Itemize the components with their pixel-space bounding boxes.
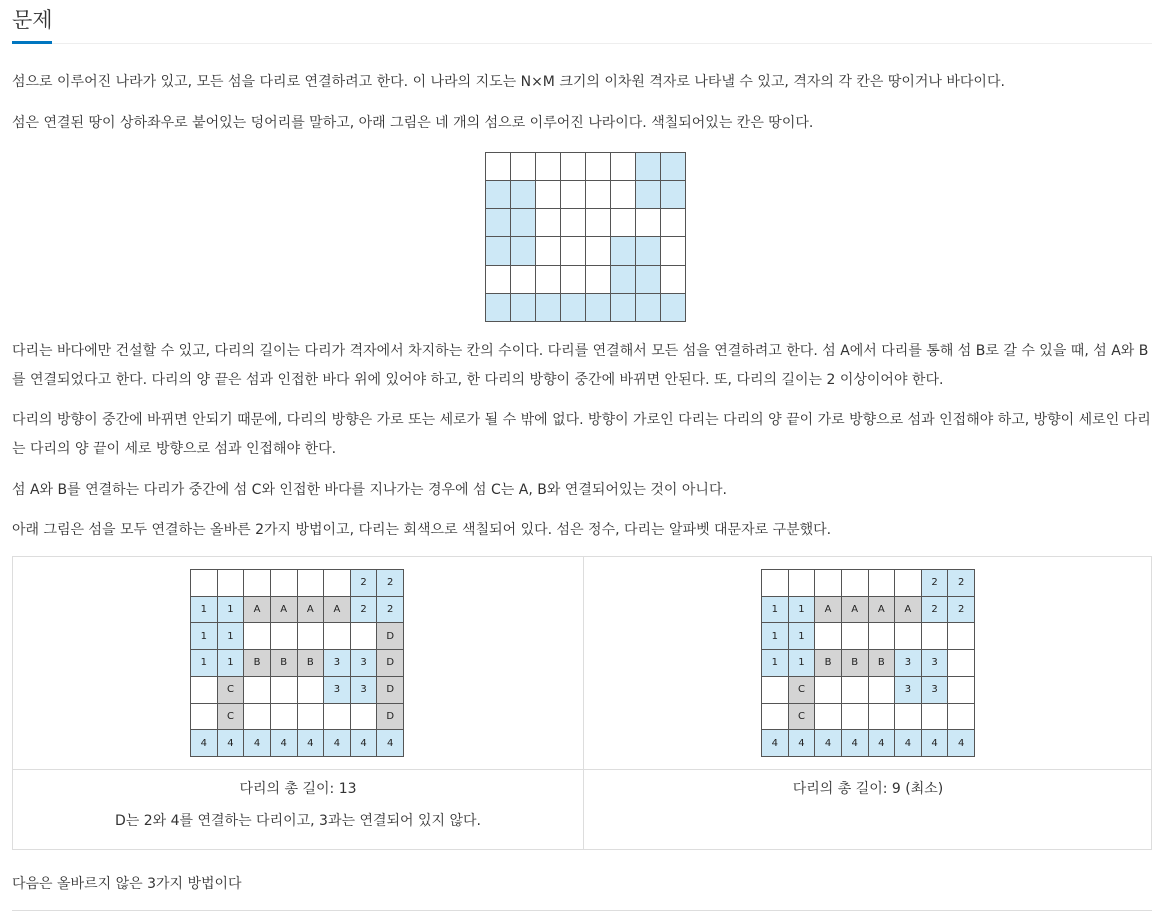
- grid-row: [486, 181, 686, 209]
- land-cell: [636, 265, 661, 293]
- island-cell: 3: [921, 650, 948, 677]
- sea-cell: [586, 209, 611, 237]
- bridge-cell: B: [297, 650, 324, 677]
- sea-cell: [536, 265, 561, 293]
- island-cell: 1: [762, 650, 789, 677]
- sea-cell: [948, 650, 975, 677]
- bridge-cell: A: [244, 596, 271, 623]
- bridge-cell: A: [297, 596, 324, 623]
- sea-cell: [895, 570, 922, 597]
- land-cell: [486, 293, 511, 321]
- bridge-cell: B: [270, 650, 297, 677]
- island-cell: 3: [895, 676, 922, 703]
- sea-cell: [841, 703, 868, 730]
- island-cell: 3: [350, 650, 377, 677]
- sea-cell: [921, 703, 948, 730]
- grid-row: [486, 153, 686, 181]
- land-cell: [661, 153, 686, 181]
- sea-cell: [191, 570, 218, 597]
- sea-cell: [815, 623, 842, 650]
- paragraph-6: 아래 그림은 섬을 모두 연결하는 올바른 2가지 방법이고, 다리는 회색으로 색칠되어 있다. 섬은 정수, 다리는 알파벳 대문자로 구분했다.: [12, 522, 832, 538]
- solution-2-grid: [761, 569, 975, 757]
- island-cell: 1: [191, 623, 218, 650]
- bridge-cell: D: [377, 676, 404, 703]
- sea-cell: [244, 570, 271, 597]
- grid-row: [762, 676, 975, 703]
- island-cell: 2: [948, 596, 975, 623]
- bridge-cell: C: [217, 676, 244, 703]
- next-table-edge: [12, 910, 1152, 914]
- sea-cell: [536, 237, 561, 265]
- island-cell: 1: [788, 623, 815, 650]
- island-cell: 3: [921, 676, 948, 703]
- sea-cell: [762, 703, 789, 730]
- sea-cell: [948, 676, 975, 703]
- island-cell: 4: [297, 730, 324, 757]
- sea-cell: [486, 265, 511, 293]
- sea-cell: [762, 570, 789, 597]
- grid-row: [762, 596, 975, 623]
- sea-cell: [611, 181, 636, 209]
- sea-cell: [841, 676, 868, 703]
- island-cell: 2: [948, 570, 975, 597]
- island-cell: 4: [244, 730, 271, 757]
- grid-row: [762, 730, 975, 757]
- sea-cell: [586, 265, 611, 293]
- sea-cell: [270, 703, 297, 730]
- sea-cell: [244, 703, 271, 730]
- sea-cell: [868, 676, 895, 703]
- island-cell: 4: [350, 730, 377, 757]
- sea-cell: [948, 623, 975, 650]
- bridge-cell: B: [815, 650, 842, 677]
- island-cell: 1: [191, 650, 218, 677]
- bridge-cell: D: [377, 623, 404, 650]
- grid-row: [191, 703, 404, 730]
- paragraph-1: 섬으로 이루어진 나라가 있고, 모든 섬을 다리로 연결하려고 한다. 이 나라의 지도는 N×M 크기의 이차원 격자로 나타낼 수 있고, 격자의 각 칸은 땅이거나 바다이다.: [12, 74, 1005, 90]
- land-cell: [511, 293, 536, 321]
- land-cell: [611, 237, 636, 265]
- sea-cell: [297, 570, 324, 597]
- sea-cell: [561, 153, 586, 181]
- bridge-cell: C: [788, 703, 815, 730]
- page-title: 문제: [12, 8, 53, 32]
- sea-cell: [948, 703, 975, 730]
- sea-cell: [217, 570, 244, 597]
- bridge-cell: B: [868, 650, 895, 677]
- island-cell: 2: [350, 570, 377, 597]
- sea-cell: [868, 570, 895, 597]
- land-cell: [636, 237, 661, 265]
- island-cell: 4: [895, 730, 922, 757]
- sea-cell: [536, 181, 561, 209]
- sea-cell: [661, 209, 686, 237]
- island-cell: 4: [377, 730, 404, 757]
- grid-row: [486, 209, 686, 237]
- sea-cell: [868, 623, 895, 650]
- sea-cell: [486, 153, 511, 181]
- sea-cell: [895, 703, 922, 730]
- sea-cell: [297, 676, 324, 703]
- sea-cell: [921, 623, 948, 650]
- paragraph-3: 다리는 바다에만 건설할 수 있고, 다리의 길이는 다리가 격자에서 차지하는 칸의 수이다. 다리를 연결해서 모든 섬을 연결하려고 한다. 섬 A에서 다리를 통해 섬 B로 갈 수 있을 때, 섬 A와 B를 연결되었다고 한다. 다리의 양 끝은 섬과 인접한 바다 위에 있어야 하고, 한 다리의 방향이 중간에 바뀌면 안된다. 또, 다리의 길이는 2 이상이어야 한다.: [12, 343, 1149, 388]
- grid-row: [486, 293, 686, 321]
- sea-cell: [762, 676, 789, 703]
- sea-cell: [324, 703, 351, 730]
- bridge-cell: D: [377, 703, 404, 730]
- island-cell: 2: [377, 596, 404, 623]
- solution-1-grid: [190, 569, 404, 757]
- island-map-grid: [485, 152, 686, 322]
- land-cell: [636, 293, 661, 321]
- island-cell: 2: [377, 570, 404, 597]
- paragraph-7: 다음은 올바르지 않은 3가지 방법이다: [12, 876, 242, 892]
- island-cell: 1: [217, 650, 244, 677]
- island-cell: 4: [921, 730, 948, 757]
- sea-cell: [536, 153, 561, 181]
- island-cell: 1: [217, 623, 244, 650]
- sea-cell: [841, 570, 868, 597]
- grid-row: [762, 623, 975, 650]
- island-cell: 4: [868, 730, 895, 757]
- bridge-cell: C: [217, 703, 244, 730]
- land-cell: [661, 181, 686, 209]
- island-cell: 2: [921, 596, 948, 623]
- table-divider: [13, 769, 1151, 770]
- paragraph-2: 섬은 연결된 땅이 상하좌우로 붙어있는 덩어리를 말하고, 아래 그림은 네 개의 섬으로 이루어진 나라이다. 색칠되어있는 칸은 땅이다.: [12, 115, 814, 131]
- sea-cell: [815, 703, 842, 730]
- land-cell: [636, 181, 661, 209]
- problem-header: [12, 0, 1152, 44]
- island-cell: 4: [788, 730, 815, 757]
- sea-cell: [586, 153, 611, 181]
- island-cell: 4: [815, 730, 842, 757]
- bridge-cell: B: [841, 650, 868, 677]
- sea-cell: [511, 265, 536, 293]
- bridge-cell: A: [868, 596, 895, 623]
- island-cell: 1: [191, 596, 218, 623]
- land-cell: [611, 265, 636, 293]
- land-cell: [561, 293, 586, 321]
- bridge-cell: A: [841, 596, 868, 623]
- island-cell: 4: [948, 730, 975, 757]
- land-cell: [611, 293, 636, 321]
- sea-cell: [841, 623, 868, 650]
- island-cell: 1: [217, 596, 244, 623]
- island-cell: 3: [324, 650, 351, 677]
- grid-row: [486, 265, 686, 293]
- sea-cell: [511, 153, 536, 181]
- sea-cell: [661, 265, 686, 293]
- land-cell: [536, 293, 561, 321]
- sea-cell: [191, 703, 218, 730]
- sea-cell: [324, 570, 351, 597]
- sea-cell: [636, 209, 661, 237]
- grid-row: [191, 650, 404, 677]
- solutions-table: [12, 556, 1152, 850]
- land-cell: [511, 209, 536, 237]
- sea-cell: [297, 703, 324, 730]
- sea-cell: [561, 237, 586, 265]
- sea-cell: [324, 623, 351, 650]
- sea-cell: [788, 570, 815, 597]
- sea-cell: [611, 153, 636, 181]
- island-cell: 4: [270, 730, 297, 757]
- land-cell: [511, 181, 536, 209]
- island-cell: 1: [788, 650, 815, 677]
- paragraph-4: 다리의 방향이 중간에 바뀌면 안되기 때문에, 다리의 방향은 가로 또는 세로가 될 수 밖에 없다. 방향이 가로인 다리는 다리의 양 끝이 가로 방향으로 섬과 인접해야 하고, 방향이 세로인 다리는 다리의 양 끝이 세로 방향으로 섬과 인접해야 한다.: [12, 412, 1151, 457]
- land-cell: [586, 293, 611, 321]
- sea-cell: [536, 209, 561, 237]
- solution-2-length-caption: 다리의 총 길이: 9 (최소): [792, 781, 944, 797]
- island-cell: 3: [324, 676, 351, 703]
- land-cell: [486, 237, 511, 265]
- paragraph-5: 섬 A와 B를 연결하는 다리가 중간에 섬 C와 인접한 바다를 지나가는 경우에 섬 C는 A, B와 연결되어있는 것이 아니다.: [12, 482, 727, 498]
- sea-cell: [895, 623, 922, 650]
- sea-cell: [586, 181, 611, 209]
- grid-row: [191, 623, 404, 650]
- sea-cell: [270, 623, 297, 650]
- table-divider: [583, 557, 584, 849]
- bridge-cell: B: [244, 650, 271, 677]
- sea-cell: [611, 209, 636, 237]
- title-underline: [12, 41, 52, 44]
- sea-cell: [244, 623, 271, 650]
- sea-cell: [350, 623, 377, 650]
- island-cell: 4: [324, 730, 351, 757]
- sea-cell: [244, 676, 271, 703]
- sea-cell: [297, 623, 324, 650]
- island-cell: 1: [762, 596, 789, 623]
- grid-row: [191, 676, 404, 703]
- sea-cell: [561, 265, 586, 293]
- island-cell: 4: [217, 730, 244, 757]
- sea-cell: [270, 570, 297, 597]
- land-cell: [511, 237, 536, 265]
- bridge-cell: A: [324, 596, 351, 623]
- sea-cell: [661, 237, 686, 265]
- sea-cell: [270, 676, 297, 703]
- island-cell: 2: [921, 570, 948, 597]
- sea-cell: [350, 703, 377, 730]
- grid-row: [191, 570, 404, 597]
- land-cell: [486, 209, 511, 237]
- island-cell: 4: [191, 730, 218, 757]
- land-cell: [636, 153, 661, 181]
- grid-row: [486, 237, 686, 265]
- sea-cell: [561, 209, 586, 237]
- bridge-cell: A: [815, 596, 842, 623]
- grid-row: [762, 570, 975, 597]
- grid-row: [191, 596, 404, 623]
- island-cell: 3: [350, 676, 377, 703]
- sea-cell: [815, 570, 842, 597]
- sea-cell: [815, 676, 842, 703]
- sea-cell: [561, 181, 586, 209]
- sea-cell: [586, 237, 611, 265]
- island-cell: 4: [762, 730, 789, 757]
- island-cell: 1: [762, 623, 789, 650]
- grid-row: [191, 730, 404, 757]
- bridge-cell: A: [895, 596, 922, 623]
- sea-cell: [868, 703, 895, 730]
- solution-1-length-caption: 다리의 총 길이: 13: [239, 781, 357, 797]
- island-cell: 2: [350, 596, 377, 623]
- land-cell: [661, 293, 686, 321]
- island-cell: 1: [788, 596, 815, 623]
- bridge-cell: A: [270, 596, 297, 623]
- bridge-cell: C: [788, 676, 815, 703]
- solution-1-note-caption: D는 2와 4를 연결하는 다리이고, 3과는 연결되어 있지 않다.: [114, 813, 481, 829]
- island-cell: 3: [895, 650, 922, 677]
- land-cell: [486, 181, 511, 209]
- sea-cell: [191, 676, 218, 703]
- island-cell: 4: [841, 730, 868, 757]
- grid-row: [762, 703, 975, 730]
- bridge-cell: D: [377, 650, 404, 677]
- grid-row: [762, 650, 975, 677]
